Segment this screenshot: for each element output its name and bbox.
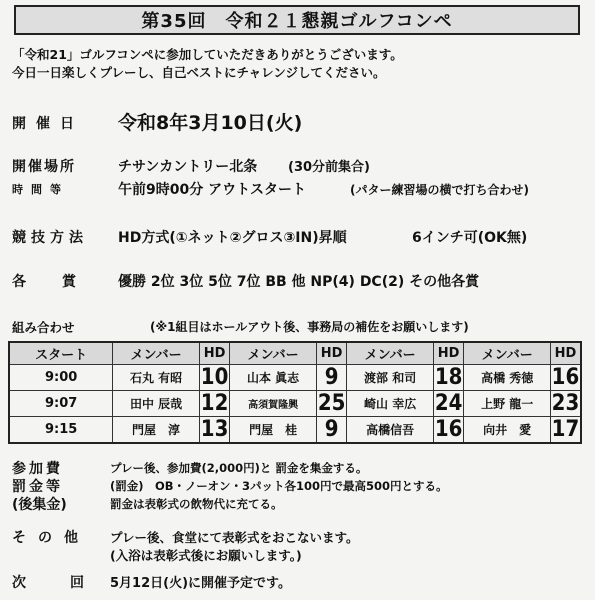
member-name: 高橋信吾 (347, 417, 434, 444)
prizes-value: 優勝 2位 3位 5位 7位 BB 他 NP(4) DC(2) その他各賞 (118, 274, 480, 290)
groups-table (8, 341, 582, 444)
member-hd: 9 (316, 365, 347, 391)
venue-note: (30分前集合) (288, 160, 370, 175)
member-name: 上野 龍一 (464, 391, 551, 417)
header-member: メンバー (113, 342, 200, 365)
intro-line-2: 今日一日楽しくプレーし、自己ベストにチャレンジしてください。 (12, 65, 386, 80)
next-label: 次回 (12, 575, 128, 591)
groups-header-row (9, 342, 581, 365)
table-row (9, 417, 581, 444)
fee-label: 参加費 (12, 461, 63, 477)
member-name: 山本 眞志 (230, 365, 317, 391)
other-line-2: (入浴は表彰式後にお願いします。) (110, 548, 302, 563)
member-hd: 16 (551, 365, 580, 390)
later-collection-label: (後集金) (12, 497, 67, 513)
other-label: その他 (12, 530, 90, 546)
member-name: 門屋 淳 (113, 417, 200, 444)
fee-line-1: プレー後、参加費(2,000円)と 罰金を集金する。 (110, 461, 368, 475)
member-name: 高須賀隆興 (230, 391, 317, 417)
member-hd: 13 (200, 417, 229, 442)
next-value: 5月12日(火)に開催予定です。 (110, 576, 291, 591)
method-note: 6インチ可(OK無) (412, 230, 528, 246)
venue-value: チサンカントリー北条 (118, 159, 258, 175)
date-label: 開催日 (12, 116, 84, 132)
start-time: 9:00 (9, 365, 113, 391)
prizes-label: 各賞 (12, 274, 112, 290)
time-value: 午前9時00分 アウトスタート (118, 182, 306, 198)
intro-line-1: 「令和21」ゴルフコンペに参加していただきありがとうございます。 (12, 47, 403, 62)
member-hd: 23 (551, 391, 580, 416)
member-hd: 10 (200, 365, 229, 390)
other-line-1: プレー後、食堂にて表彰式をおこないます。 (110, 530, 359, 545)
member-hd: 24 (434, 391, 463, 416)
header-hd: HD (199, 342, 230, 365)
header-member: メンバー (230, 342, 317, 365)
header-hd: HD (316, 342, 347, 365)
header-hd: HD (433, 342, 464, 365)
member-hd: 16 (434, 417, 463, 442)
member-hd: 12 (200, 391, 229, 416)
member-hd: 17 (551, 417, 580, 442)
date-value: 令和8年3月10日(火) (118, 112, 303, 134)
header-start: スタート (9, 342, 113, 365)
venue-label: 開催場所 (12, 159, 76, 175)
member-name: 田中 辰哉 (113, 391, 200, 417)
member-name: 向井 愛 (464, 417, 551, 444)
table-row (9, 391, 581, 417)
fee-line-3: 罰金は表彰式の飲物代に充てる。 (110, 497, 283, 511)
time-note: (パター練習場の横で打ち合わせ) (350, 183, 529, 197)
member-name: 門屋 桂 (230, 417, 317, 444)
member-name: 石丸 有昭 (113, 365, 200, 391)
method-value: HD方式(①ネット②グロス③IN)昇順 (118, 230, 347, 246)
time-label: 時間等 (12, 183, 69, 196)
table-row (9, 365, 581, 391)
member-name: 高橋 秀徳 (464, 365, 551, 391)
page-title: 第35回 令和２１懇親ゴルフコンペ (141, 11, 453, 32)
start-time: 9:07 (9, 391, 113, 417)
fee-line-2: (罰金) OB・ノーオン・3パット各100円で最高500円とする。 (110, 479, 448, 493)
member-hd: 25 (317, 391, 346, 416)
header-member: メンバー (464, 342, 551, 365)
method-label: 競技方法 (12, 230, 88, 246)
header-hd: HD (550, 342, 581, 365)
penalty-label: 罰金等 (12, 479, 63, 495)
member-name: 崎山 幸広 (347, 391, 434, 417)
title-banner (14, 5, 580, 35)
member-hd: 9 (316, 417, 347, 444)
groups-title: 組み合わせ (12, 320, 75, 335)
groups-note: (※1組目はホールアウト後、事務局の補佐をお願いします) (150, 320, 469, 334)
member-hd: 18 (434, 365, 463, 390)
header-member: メンバー (347, 342, 434, 365)
member-name: 渡部 和司 (347, 365, 434, 391)
start-time: 9:15 (9, 417, 113, 444)
